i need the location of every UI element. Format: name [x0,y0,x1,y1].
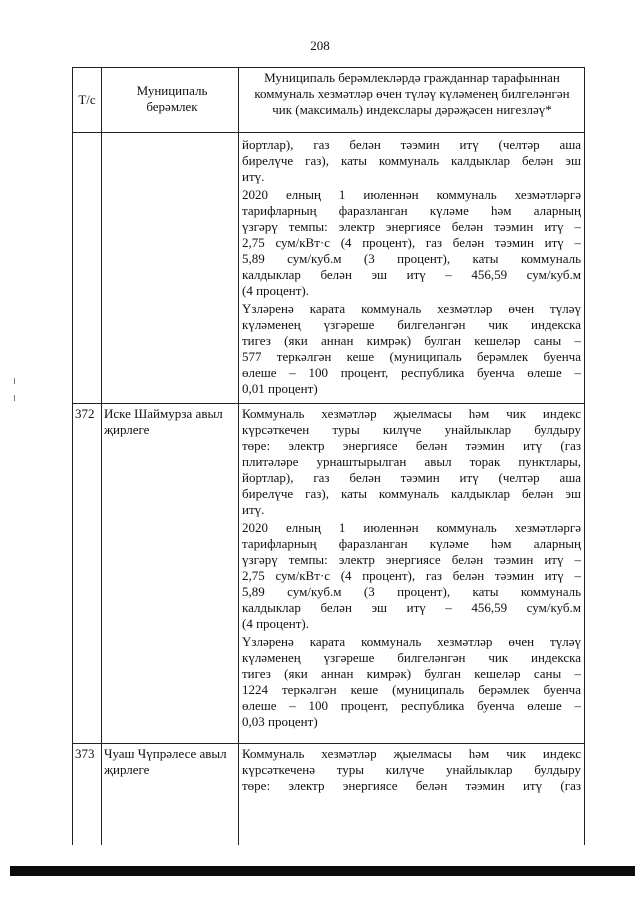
tariff-index-table [72,67,585,845]
header-num: Т/с [78,92,96,107]
page-number: 208 [310,38,330,53]
row-373-municipality: Чуаш Чүпрәлесе авыл җирлеге [104,746,227,777]
scan-edge-bar [10,866,635,876]
row-373-text: Коммуналь хезмәтләр җыелмасы һәм чик индекс күрсәткеченә туры килүче унайлыклар булдыру төре: электр энергиясе белән тәэмин итү (газ [242,746,581,793]
row-continuation-text: йортлар), газ белән тәэмин итү (челтәр аша бирелүче газ), каты коммуналь калдыклар белән эш итү. 2020 елның 1 июленнән коммуналь хезмәтләргә тарифларның фаразланган күләме һәм аларның үзгәрү темпы: электр энергиясе белән тәэмин итү – 2,75 сум/кВт·с (4 процент), газ белән тәэмин итү – 5,89 сум/куб.м (3 процент), каты коммуналь калдыклар белән эш итү – 456,59 сум/куб.м (4 процент). Үзләренә карата коммуналь хезмәтләр өчен түләү күләменең үзгәреше билгеләнгән чик индекска тигез (яки аннан кимрәк) булган кешеләр саны – 577 теркәлгән кеше (муниципаль берәмлек буенча өлеше – 100 процент, республика буенча өлеше – 0,01 процент) [242,137,581,396]
row-373-num: 373 [75,746,95,761]
header-municipality: Муниципаль берәмлек [136,83,208,114]
row-372-num: 372 [75,406,95,421]
scan-margin-mark [14,395,15,401]
row-372-text: Коммуналь хезмәтләр җыелмасы һәм чик индекс күрсәткечен туры килүче унайлыклар булдыру төре: электр энергиясе белән тәэмин итү (газ плитәләре урнаштырылган авыл торак пунктлары, йортлар), газ белән тәэмин итү (челтәр аша бирелүче газ), каты коммуналь калдыклар белән эш итү. 2020 елның 1 июленнән коммуналь хезмәтләргә тарифларның фаразланган күләме һәм аларның үзгәрү темпы: электр энергиясе белән тәэмин итү – 2,75 сум/кВт·с (4 процент), газ белән тәэмин итү – 5,89 сум/куб.м (3 процент), каты коммуналь калдыклар белән эш итү – 456,59 сум/куб.м (4 процент). Үзләренә карата коммуналь хезмәтләр өчен түләү күләменең үзгәреше билгеләнгән чик индекска тигез (яки аннан кимрәк) булган кешеләр саны – 1224 теркәлгән кеше (муниципаль берәмлек буенча өлеше – 100 процент, республика буенча өлеше – 0,03 процент) [242,406,581,729]
row-372-municipality: Иске Шаймурза авыл җирлеге [104,406,223,437]
header-indices: Муниципаль берәмлекләрдә гражданнар тарафыннан коммуналь хезмәтләр өчен түләү күләменең билгеләнгән чик (максималь) индекслары дәрәҗәсен нигезләү* [254,70,570,117]
scan-margin-mark [14,378,15,384]
